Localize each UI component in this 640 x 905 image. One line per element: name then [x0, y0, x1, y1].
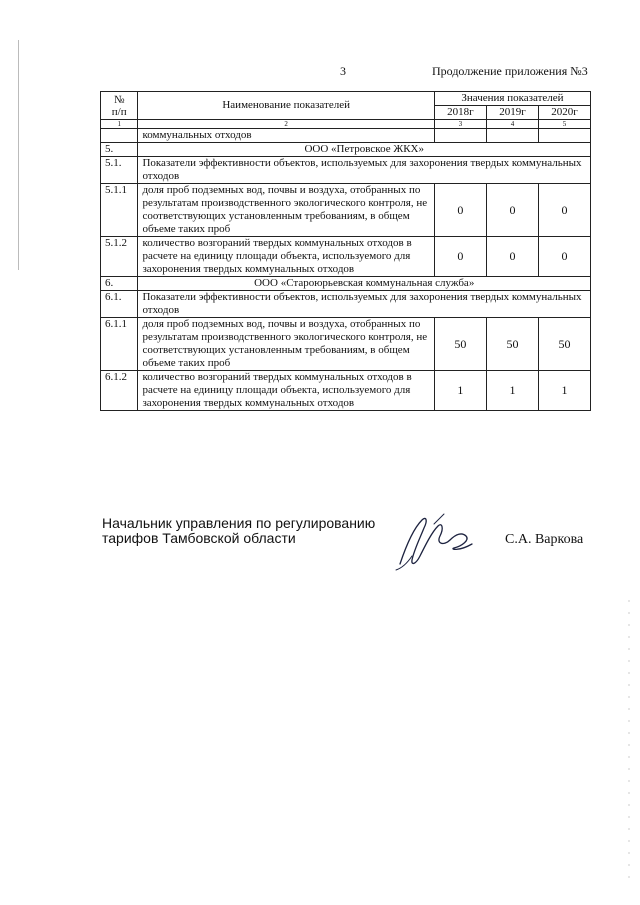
table-row: [101, 237, 591, 277]
value-2018: 50: [434, 318, 486, 371]
row-number: 5.1.1: [101, 184, 138, 237]
header-year-2018: 2018г: [434, 106, 486, 120]
table-row: [101, 318, 591, 371]
table-row: [101, 184, 591, 237]
header-number: [101, 92, 138, 120]
row-number: 6.1.1: [101, 318, 138, 371]
column-index: 4: [486, 120, 538, 129]
organization-name: ООО «Староюрьевская коммунальная служба»: [138, 277, 591, 291]
value-2020: 0: [538, 237, 590, 277]
scan-margin-marks: [628, 600, 630, 880]
value-2019: 0: [486, 237, 538, 277]
value-2018: 1: [434, 371, 486, 411]
row-text: количество возгораний твердых коммунальных отходов в расчете на единицу площади объекта, используемого для захоронения твердых коммунальных отходов: [138, 371, 434, 411]
value-2020: 0: [538, 184, 590, 237]
column-index: 2: [138, 120, 434, 129]
column-index-row: [101, 120, 591, 129]
row-text: доля проб подземных вод, почвы и воздуха, отобранных по результатам производственного экологического контроля, не соответствующих установленным требованиям, в общем объеме таких проб: [138, 184, 434, 237]
signer-name: С.А. Варкова: [505, 532, 584, 547]
header-name: Наименование показателей: [138, 92, 434, 120]
signer-title: [102, 516, 375, 546]
value-2019: [486, 129, 538, 143]
value-2019: 1: [486, 371, 538, 411]
row-text: количество возгораний твердых коммунальных отходов в расчете на единицу площади объекта, используемого для захоронения твердых коммунальных отходов: [138, 237, 434, 277]
row-number: 6.1.2: [101, 371, 138, 411]
header-year-2019: 2019г: [486, 106, 538, 120]
value-2019: 0: [486, 184, 538, 237]
value-2018: 0: [434, 237, 486, 277]
organization-row: [101, 143, 591, 157]
page-number: 3: [340, 64, 346, 78]
row-number: 5.1.2: [101, 237, 138, 277]
row-number: 5.: [101, 143, 138, 157]
table-row: [101, 371, 591, 411]
header-values-group: Значения показателей: [434, 92, 590, 106]
row-text: доля проб подземных вод, почвы и воздуха, отобранных по результатам производственного экологического контроля, не соответствующих установленным требованиям, в общем объеме таких проб: [138, 318, 434, 371]
row-text: коммунальных отходов: [138, 129, 434, 143]
value-2018: 0: [434, 184, 486, 237]
row-number: 6.: [101, 277, 138, 291]
column-index: 1: [101, 120, 138, 129]
signer-title-line: тарифов Тамбовской области: [102, 530, 296, 546]
indicators-table: [100, 91, 591, 411]
scan-edge-line: [18, 40, 19, 270]
value-2020: 50: [538, 318, 590, 371]
column-index: 5: [538, 120, 590, 129]
row-number: 6.1.: [101, 291, 138, 318]
organization-row: [101, 277, 591, 291]
section-row: [101, 157, 591, 184]
value-2020: [538, 129, 590, 143]
section-title: Показатели эффективности объектов, используемых для захоронения твердых коммунальных отходов: [138, 157, 591, 184]
section-title: Показатели эффективности объектов, используемых для захоронения твердых коммунальных отходов: [138, 291, 591, 318]
value-2020: 1: [538, 371, 590, 411]
handwritten-signature-icon: [392, 506, 482, 576]
row-number: [101, 129, 138, 143]
value-2019: 50: [486, 318, 538, 371]
column-index: 3: [434, 120, 486, 129]
row-number: 5.1.: [101, 157, 138, 184]
value-2018: [434, 129, 486, 143]
header-year-2020: 2020г: [538, 106, 590, 120]
appendix-continuation-label: Продолжение приложения №3: [432, 64, 588, 78]
section-row: [101, 291, 591, 318]
organization-name: ООО «Петровское ЖКХ»: [138, 143, 591, 157]
signer-title-line: Начальник управления по регулированию: [102, 515, 376, 531]
header-number-label: № п/п: [111, 93, 127, 118]
table-row: [101, 129, 591, 143]
